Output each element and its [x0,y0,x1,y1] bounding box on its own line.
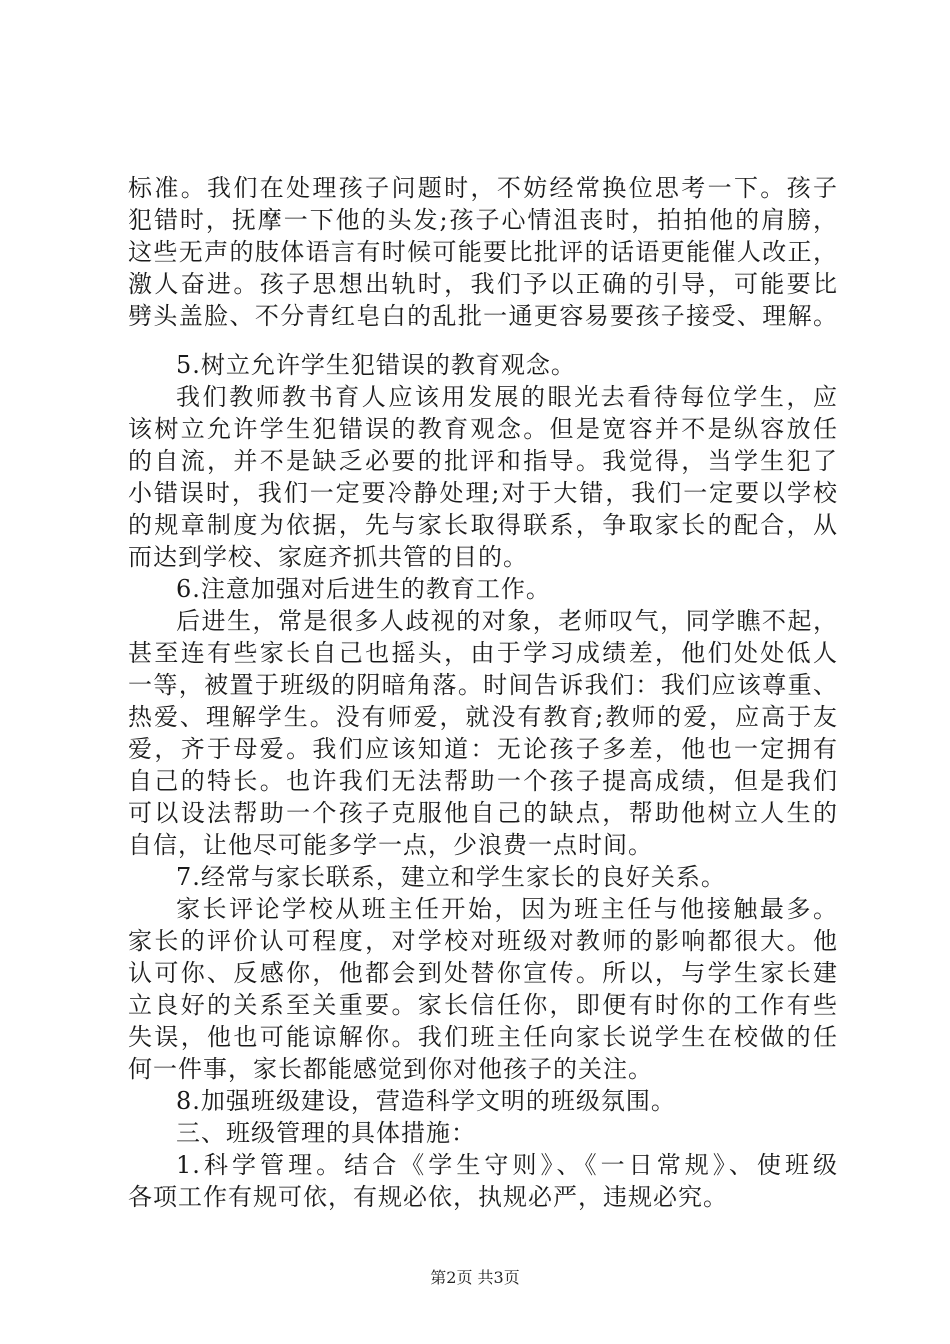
body-line: 激人奋进。孩子思想出轨时，我们予以正确的引导，可能要比 [128,270,838,298]
body-line: 自信，让他尽可能多学一点，少浪费一点时间。 [128,831,653,859]
body-line: 自己的特长。也许我们无法帮助一个孩子提高成绩，但是我们 [128,767,838,795]
section-heading: 6.注意加强对后进生的教育工作。 [176,575,551,603]
section-heading: 7.经常与家长联系，建立和学生家长的良好关系。 [176,863,726,891]
body-line: 家长的评价认可程度，对学校对班级对教师的影响都很大。他 [128,927,838,955]
body-line: 后进生，常是很多人歧视的对象，老师叹气，同学瞧不起， [176,607,838,635]
body-line: 1.科学管理。结合《学生守则》、《一日常规》、使班级 [176,1151,838,1179]
body-line: 热爱、理解学生。没有师爱，就没有教育;教师的爱，应高于友 [128,703,838,731]
body-line: 各项工作有规可依，有规必依，执规必严，违规必究。 [128,1183,728,1211]
body-line: 认可你、反感你，他都会到处替你宣传。所以，与学生家长建 [128,959,838,987]
body-line: 该树立允许学生犯错误的教育观念。但是宽容并不是纵容放任 [128,415,838,443]
body-line: 的自流，并不是缺乏必要的批评和指导。我觉得，当学生犯了 [128,447,838,475]
body-line: 何一件事，家长都能感觉到你对他孩子的关注。 [128,1055,653,1083]
body-line: 爱，齐于母爱。我们应该知道：无论孩子多差，他也一定拥有 [128,735,838,763]
body-line: 立良好的关系至关重要。家长信任你，即便有时你的工作有些 [128,991,838,1019]
page-footer: 第2页 共3页 [430,1268,520,1287]
body-line: 标准。我们在处理孩子问题时，不妨经常换位思考一下。孩子 [128,174,838,202]
body-line: 而达到学校、家庭齐抓共管的目的。 [128,543,528,571]
body-line: 失误，他也可能谅解你。我们班主任向家长说学生在校做的任 [128,1023,838,1051]
body-line: 劈头盖脸、不分青红皂白的乱批一通更容易要孩子接受、理解。 [128,302,838,330]
body-line: 家长评论学校从班主任开始，因为班主任与他接触最多。 [176,895,838,923]
body-line: 小错误时，我们一定要冷静处理;对于大错，我们一定要以学校 [128,479,838,507]
section-heading: 5.树立允许学生犯错误的教育观念。 [176,351,576,379]
body-line: 我们教师教书育人应该用发展的眼光去看待每位学生，应 [176,383,838,411]
section-heading: 8.加强班级建设，营造科学文明的班级氛围。 [176,1087,676,1115]
body-line: 的规章制度为依据，先与家长取得联系，争取家长的配合，从 [128,511,838,539]
section-heading: 三、班级管理的具体措施： [176,1119,476,1147]
body-line: 这些无声的肢体语言有时候可能要比批评的话语更能催人改正， [128,238,838,266]
body-line: 甚至连有些家长自己也摇头，由于学习成绩差，他们处处低人 [128,639,838,667]
body-line: 犯错时，抚摩一下他的头发;孩子心情沮丧时，拍拍他的肩膀， [128,206,838,234]
body-line: 可以设法帮助一个孩子克服他自己的缺点，帮助他树立人生的 [128,799,838,827]
body-line: 一等，被置于班级的阴暗角落。时间告诉我们：我们应该尊重、 [128,671,838,699]
